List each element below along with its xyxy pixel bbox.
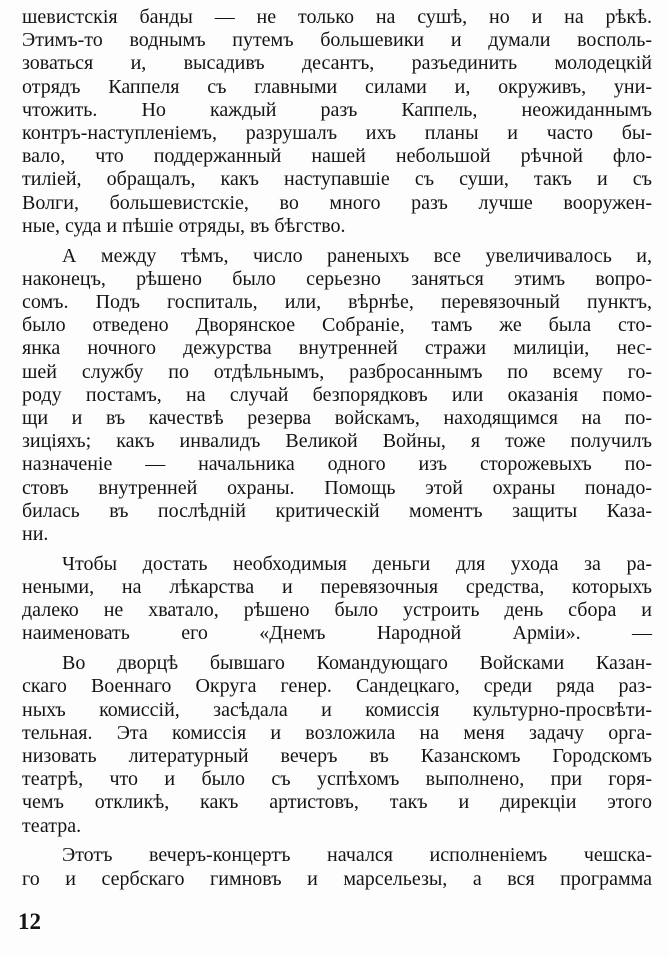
text-line: Во дворцѣ бывшаго Командующаго Войсками Казан-: [62, 652, 652, 675]
text-line: отрядъ Каппеля съ главными силами и, окруживъ, уни-: [22, 75, 652, 98]
text-line: театрѣ, что и было съ успѣхомъ выполнено, при горя-: [22, 768, 652, 791]
text-line: Этимъ-то воднымъ путемъ большевики и думали восполь-: [22, 29, 652, 52]
text-line: контръ-наступленіемъ, разрушалъ ихъ планы и часто бы-: [22, 122, 652, 144]
text-line: сомъ. Подъ госпиталь, или, вѣрнѣе, перевязочный пунктъ,: [22, 291, 652, 313]
text-line: ни.: [22, 523, 49, 545]
text-line: зиціяхъ; какъ инвалидъ Великой Войны, я тоже получилъ: [22, 430, 652, 453]
text-line: янка ночного дежурства внутренней стражи милиціи, нес-: [22, 337, 652, 360]
text-line: было отведено Дворянское Собраніе, тамъ же была сто-: [22, 314, 652, 337]
text-line: чтожить. Но каждый разъ Каппель, неожиданнымъ: [22, 98, 652, 121]
text-line: вало, что поддержанный нашей небольшой рѣчной фло-: [22, 145, 652, 168]
text-line: Чтобы достать необходимыя деньги для ухода за ра-: [62, 552, 652, 575]
text-line: го и сербскаго гимновъ и марсельезы, а вся программа: [22, 867, 652, 890]
text-line: далеко не хватало, рѣшено было устроить день сбора и: [22, 599, 652, 622]
text-line: скаго Военнаго Округа генер. Сандецкаго, среди ряда раз-: [22, 675, 652, 698]
text-line: наконецъ, рѣшено было серьезно заняться этимъ вопро-: [22, 267, 652, 290]
text-line: стовъ внутренней охраны. Помощь этой охраны понадо-: [22, 476, 652, 499]
text-line: А между тѣмъ, число раненыхъ все увеличивалось и,: [62, 244, 652, 267]
text-line: Волги, большевистскіе, во много разъ лучше вооружен-: [22, 191, 652, 214]
text-line: билась въ послѣдній критическій моментъ защиты Каза-: [22, 499, 652, 522]
text-line: щи и въ качествѣ резерва войскамъ, находящимся на по-: [22, 407, 652, 429]
text-line: тельная. Эта комиссія и возложила на меня задачу орга-: [22, 721, 652, 744]
text-line: Этотъ вечеръ-концертъ начался исполненіемъ чешска-: [62, 844, 652, 867]
text-line: наименовать его «Днемъ Народной Арміи». —: [22, 622, 652, 645]
text-line: шей службу по отдѣльнымъ, разбросаннымъ по всему го-: [22, 360, 652, 383]
page-number: 12: [18, 908, 41, 934]
text-line: назначеніе — начальника одного изъ сторожевыхъ по-: [22, 453, 652, 476]
text-line: неными, на лѣкарства и перевязочныя средства, которыхъ: [22, 576, 652, 598]
text-line: тиліей, обращалъ, какъ наступавшіе съ суши, такъ и съ: [22, 168, 652, 191]
text-line: театра.: [22, 814, 82, 837]
text-line: низовать литературный вечеръ въ Казанскомъ Городскомъ: [22, 745, 652, 767]
text-line: ные, суда и пѣшіе отряды, въ бѣгство.: [22, 214, 346, 237]
text-line: ныхъ комиссій, засѣдала и комиссія культурно-просвѣти-: [22, 698, 652, 721]
text-line: зоваться и, высадивъ десантъ, разъединить молодецкій: [22, 52, 652, 75]
text-line: чемъ откликѣ, какъ артистовъ, такъ и дирекціи этого: [22, 791, 652, 814]
text-line: шевистскія банды — не только на сушѣ, но и на рѣкѣ.: [22, 6, 652, 28]
text-line: роду постамъ, на случай безпорядковъ или оказанія помо-: [22, 383, 652, 406]
